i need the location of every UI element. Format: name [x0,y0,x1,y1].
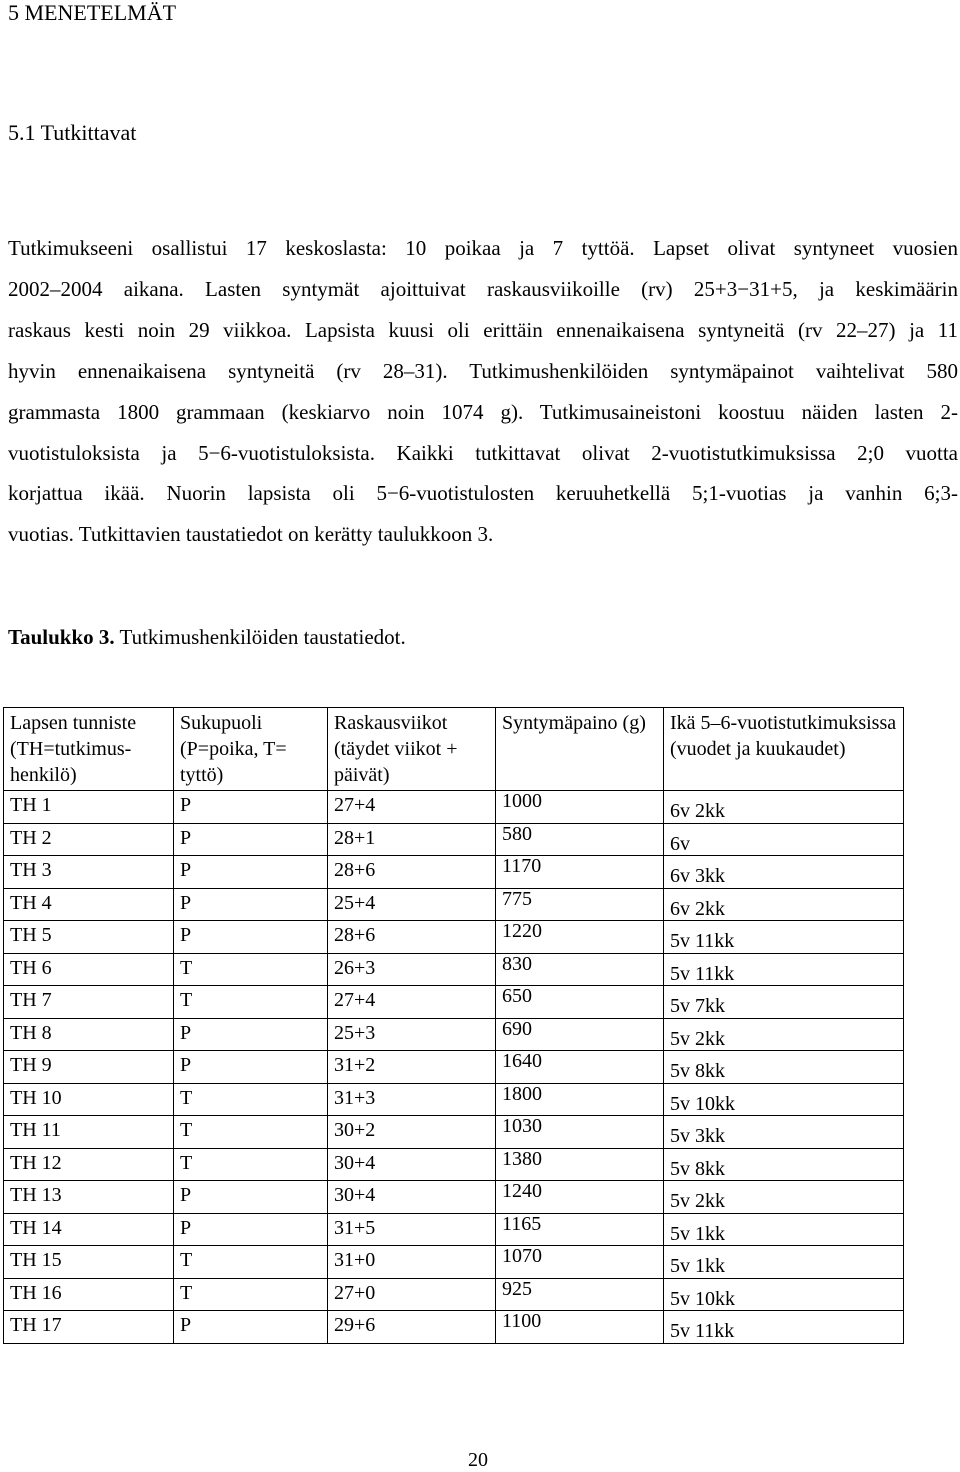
table-caption-label: Taulukko 3. [8,625,115,649]
cell-age-at-test: 5v 2kk [664,1181,904,1214]
cell-gestational-weeks: 26+3 [328,953,496,986]
cell-birth-weight: 690 [496,1018,664,1051]
cell-sex: T [174,1116,328,1149]
body-paragraph [8,228,958,555]
paragraph-line: hyvin ennenaikaisena syntyneitä (rv 28–31). Tutkimushenkilöiden syntymäpainot vaihtelivat 580 [8,358,958,383]
cell-child-id: TH 10 [4,1083,174,1116]
cell-sex: P [174,823,328,856]
cell-child-id: TH 2 [4,823,174,856]
table-row [4,1181,904,1214]
table-row [4,888,904,921]
cell-age-at-test: 5v 7kk [664,986,904,1019]
table-caption-text: Tutkimushenkilöiden taustatiedot. [114,625,406,649]
cell-child-id: TH 3 [4,856,174,889]
cell-gestational-weeks: 27+4 [328,986,496,1019]
cell-sex: T [174,953,328,986]
cell-age-at-test: 5v 3kk [664,1116,904,1149]
cell-child-id: TH 6 [4,953,174,986]
cell-gestational-weeks: 30+4 [328,1181,496,1214]
cell-gestational-weeks: 27+4 [328,791,496,824]
cell-birth-weight: 1030 [496,1116,664,1149]
cell-age-at-test: 5v 10kk [664,1278,904,1311]
cell-birth-weight: 1070 [496,1246,664,1279]
table-row [4,1213,904,1246]
paragraph-line: raskaus kesti noin 29 viikkoa. Lapsista kuusi oli erittäin ennenaikaisena syntyneitä (rv 22–27) ja 11 [8,317,958,342]
table-row [4,1116,904,1149]
cell-gestational-weeks: 30+2 [328,1116,496,1149]
cell-sex: P [174,888,328,921]
cell-birth-weight: 1100 [496,1311,664,1344]
cell-age-at-test: 6v [664,823,904,856]
header-age-at-test: Ikä 5–6-vuotistutkimuksissa (vuodet ja kuukaudet) [664,708,904,791]
paragraph-line: grammasta 1800 grammaan (keskiarvo noin 1074 g). Tutkimusaineistoni koostuu näiden lasten 2- [8,399,958,424]
cell-sex: P [174,1311,328,1344]
cell-age-at-test: 5v 1kk [664,1213,904,1246]
cell-birth-weight: 1170 [496,856,664,889]
cell-gestational-weeks: 31+2 [328,1051,496,1084]
header-child-id: Lapsen tunniste (TH=tutkimus-henkilö) [4,708,174,791]
header-sex: Sukupuoli (P=poika, T= tyttö) [174,708,328,791]
table-row [4,1051,904,1084]
cell-birth-weight: 1000 [496,791,664,824]
cell-sex: T [174,986,328,1019]
table-caption [8,624,406,650]
background-data-table [3,707,904,1344]
cell-gestational-weeks: 25+4 [328,888,496,921]
table-row [4,1148,904,1181]
cell-birth-weight: 650 [496,986,664,1019]
cell-gestational-weeks: 30+4 [328,1148,496,1181]
header-gestational-weeks: Raskausviikot (täydet viikot + päivät) [328,708,496,791]
cell-age-at-test: 5v 11kk [664,1311,904,1344]
cell-age-at-test: 5v 8kk [664,1148,904,1181]
cell-gestational-weeks: 31+5 [328,1213,496,1246]
paragraph-line: Tutkimukseeni osallistui 17 keskoslasta: 10 poikaa ja 7 tyttöä. Lapset olivat syntyneet vuosien [8,236,958,260]
cell-sex: P [174,921,328,954]
cell-birth-weight: 775 [496,888,664,921]
cell-child-id: TH 17 [4,1311,174,1344]
cell-age-at-test: 5v 2kk [664,1018,904,1051]
cell-sex: P [174,791,328,824]
cell-sex: P [174,856,328,889]
table-row [4,953,904,986]
cell-child-id: TH 13 [4,1181,174,1214]
cell-child-id: TH 12 [4,1148,174,1181]
table-row [4,986,904,1019]
cell-sex: P [174,1018,328,1051]
cell-age-at-test: 5v 10kk [664,1083,904,1116]
table-row [4,823,904,856]
cell-age-at-test: 5v 8kk [664,1051,904,1084]
cell-sex: T [174,1278,328,1311]
cell-child-id: TH 14 [4,1213,174,1246]
cell-sex: T [174,1246,328,1279]
cell-birth-weight: 1165 [496,1213,664,1246]
cell-birth-weight: 1240 [496,1181,664,1214]
paragraph-line: korjattua ikää. Nuorin lapsista oli 5−6-vuotistulosten keruuhetkellä 5;1-vuotias ja vanhin 6;3- [8,481,958,506]
paragraph-line: 2002–2004 aikana. Lasten syntymät ajoittuivat raskausviikoille (rv) 25+3−31+5, ja keskimäärin [8,276,958,301]
cell-age-at-test: 6v 3kk [664,856,904,889]
cell-child-id: TH 9 [4,1051,174,1084]
table-row [4,921,904,954]
cell-gestational-weeks: 28+6 [328,856,496,889]
cell-sex: P [174,1213,328,1246]
cell-child-id: TH 4 [4,888,174,921]
table-header-row [4,708,904,791]
cell-age-at-test: 6v 2kk [664,888,904,921]
page-number: 20 [468,1449,488,1471]
cell-sex: T [174,1083,328,1116]
cell-sex: P [174,1051,328,1084]
cell-age-at-test: 6v 2kk [664,791,904,824]
cell-child-id: TH 1 [4,791,174,824]
cell-gestational-weeks: 27+0 [328,1278,496,1311]
cell-birth-weight: 1380 [496,1148,664,1181]
cell-birth-weight: 1800 [496,1083,664,1116]
cell-child-id: TH 7 [4,986,174,1019]
cell-age-at-test: 5v 11kk [664,953,904,986]
cell-child-id: TH 11 [4,1116,174,1149]
cell-birth-weight: 925 [496,1278,664,1311]
cell-gestational-weeks: 29+6 [328,1311,496,1344]
cell-child-id: TH 5 [4,921,174,954]
table-row [4,1018,904,1051]
cell-gestational-weeks: 28+6 [328,921,496,954]
cell-gestational-weeks: 31+0 [328,1246,496,1279]
cell-child-id: TH 8 [4,1018,174,1051]
table-row [4,856,904,889]
cell-gestational-weeks: 31+3 [328,1083,496,1116]
cell-age-at-test: 5v 11kk [664,921,904,954]
cell-birth-weight: 580 [496,823,664,856]
cell-birth-weight: 1640 [496,1051,664,1084]
table-row [4,1311,904,1344]
cell-age-at-test: 5v 1kk [664,1246,904,1279]
cell-birth-weight: 830 [496,953,664,986]
section-heading: 5 MENETELMÄT [8,0,177,25]
cell-gestational-weeks: 25+3 [328,1018,496,1051]
table-row [4,1246,904,1279]
table-row [4,791,904,824]
table-row [4,1083,904,1116]
cell-sex: P [174,1181,328,1214]
cell-child-id: TH 16 [4,1278,174,1311]
cell-child-id: TH 15 [4,1246,174,1279]
cell-sex: T [174,1148,328,1181]
cell-gestational-weeks: 28+1 [328,823,496,856]
table-row [4,1278,904,1311]
header-birth-weight: Syntymäpaino (g) [496,708,664,791]
paragraph-line: vuotias. Tutkittavien taustatiedot on kerätty taulukkoon 3. [8,522,494,547]
paragraph-line: vuotistuloksista ja 5−6-vuotistuloksista. Kaikki tutkittavat olivat 2-vuotistutkimuksissa 2;0 vuotta [8,440,958,465]
cell-birth-weight: 1220 [496,921,664,954]
subsection-heading: 5.1 Tutkittavat [8,120,137,145]
